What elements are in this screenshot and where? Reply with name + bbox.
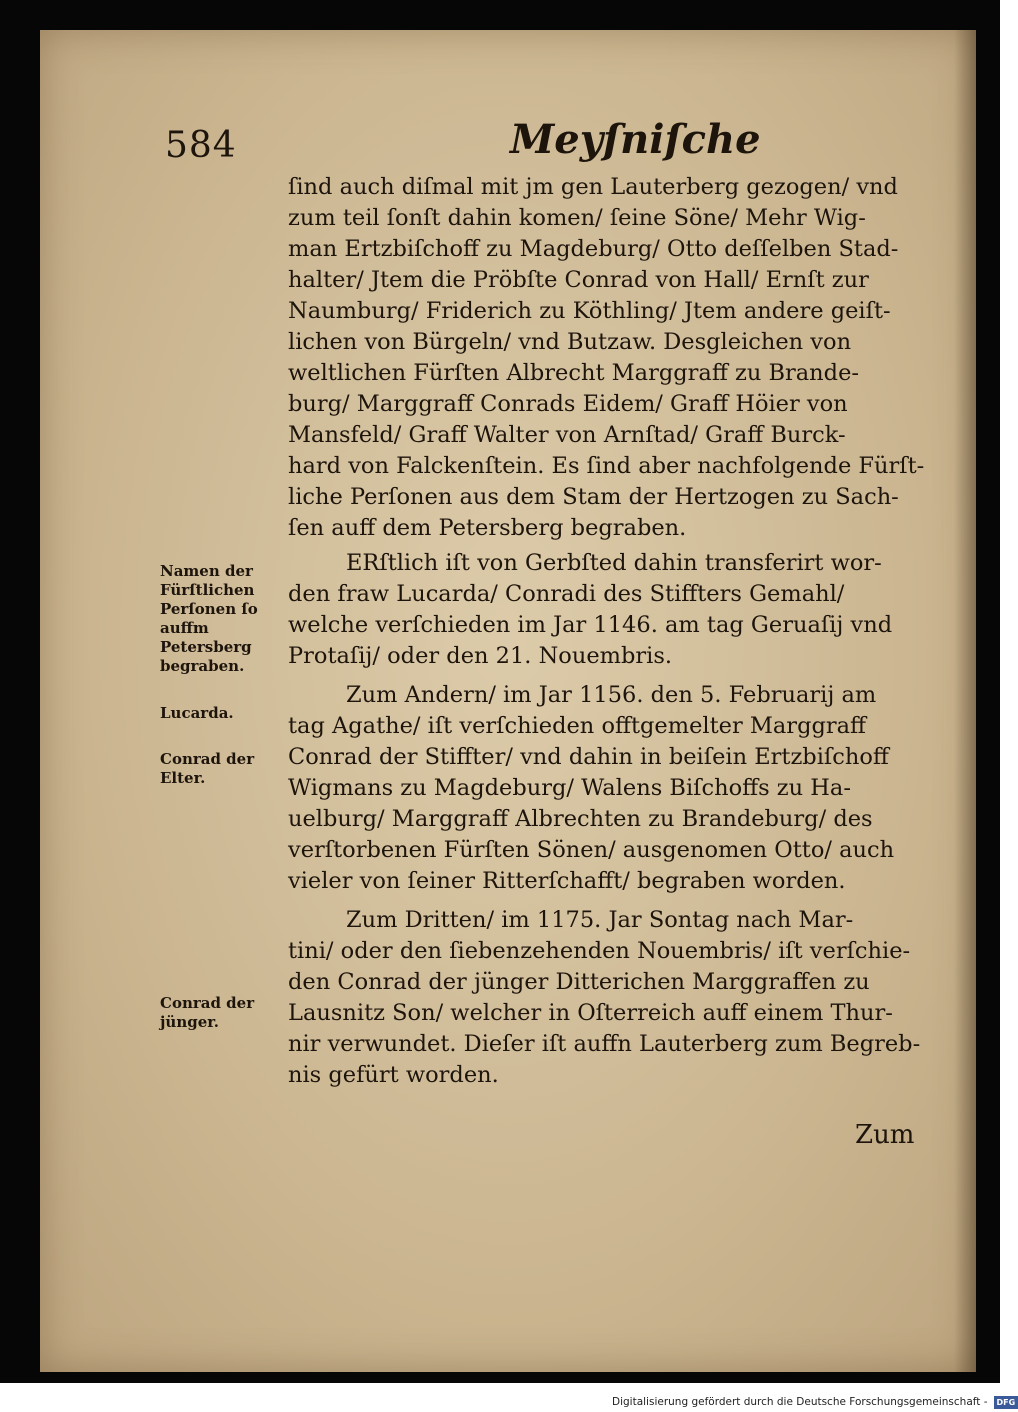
text-line: Wigmans zu Magdeburg/ Walens Biſchoffs zu Ha-	[288, 775, 851, 801]
text-line: Mansfeld/ Graff Walter von Arnſtad/ Graff Burck-	[288, 422, 846, 448]
text-line: burg/ Marggraff Conrads Eidem/ Graff Höier von	[288, 391, 848, 417]
page-number: 584	[165, 125, 237, 166]
text-line: hard von Falckenſtein. Es ſind aber nachfolgende Fürſt-	[288, 453, 925, 479]
body-text	[288, 172, 925, 1091]
text-line: uelburg/ Marggraff Albrechten zu Brandeburg/ des	[288, 806, 873, 832]
margin-note-conrad-elder: Conrad der Elter.	[160, 750, 255, 787]
footer-credit	[612, 1393, 1016, 1411]
text-line: tag Agathe/ iſt verſchieden offtgemelter Marggraff	[288, 713, 867, 739]
text-line: verſtorbenen Fürſten Sönen/ ausgenomen Otto/ auch	[288, 837, 895, 863]
text-line: Zum Dritten/ im 1175. Jar Sontag nach Mar-	[346, 907, 854, 933]
text-line: liche Perſonen aus dem Stam der Hertzogen zu Sach-	[288, 484, 899, 510]
margin-note-conrad-younger: Conrad der jünger.	[160, 994, 255, 1031]
text-line: nis gefürt worden.	[288, 1062, 499, 1088]
text-line: Protaſij/ oder den 21. Nouembris.	[288, 643, 673, 669]
text-line: vieler von ſeiner Ritterſchafft/ begraben worden.	[288, 868, 846, 894]
text-line: zum teil ſonſt dahin komen/ ſeine Söne/ Mehr Wig-	[288, 205, 866, 231]
text-line: halter/ Jtem die Pröbſte Conrad von Hall/ Ernſt zur	[288, 267, 869, 293]
text-line: nir verwundet. Dieſer iſt auffn Lauterberg zum Begreb-	[288, 1031, 921, 1057]
text-line: weltlichen Fürſten Albrecht Marggraff zu Brande-	[288, 360, 859, 386]
text-line: ſind auch diſmal mit jm gen Lauterberg gezogen/ vnd	[288, 174, 898, 200]
text-line: Zum Andern/ im Jar 1156. den 5. Februarij am	[346, 682, 877, 708]
text-line: Naumburg/ Friderich zu Köthling/ Jtem andere geiſt-	[288, 298, 891, 324]
page-edge-shadow	[954, 30, 976, 1372]
footer-text: Digitalisierung gefördert durch die Deutsche Forschungsgemeinschaft -	[612, 1396, 988, 1408]
text-line: tini/ oder den ſiebenzehenden Nouembris/ iſt verſchie-	[288, 938, 911, 964]
text-line: man Ertzbiſchoff zu Magdeburg/ Otto deſſelben Stad-	[288, 236, 899, 262]
text-line: welche verſchieden im Jar 1146. am tag Geruaſij vnd	[288, 612, 893, 638]
text-line: den fraw Lucarda/ Conradi des Stiffters Gemahl/	[288, 581, 845, 607]
text-line: ſen auff dem Petersberg begraben.	[288, 515, 687, 541]
running-head: Meyſniſche	[510, 116, 761, 163]
text-line: Conrad der Stiffter/ vnd dahin in beiſein Ertzbiſchoff	[288, 744, 889, 770]
text-line: lichen von Bürgeln/ vnd Butzaw. Desgleichen von	[288, 329, 852, 355]
margin-note-lucarda: Lucarda.	[160, 704, 234, 722]
text-line: Lausnitz Son/ welcher in Oſterreich auff einem Thur-	[288, 1000, 893, 1026]
catchword: Zum	[855, 1120, 915, 1150]
margin-note-names: Namen der Fürſtlichen Perſonen ſo auffm Petersberg begraben.	[160, 562, 258, 675]
dfg-logo: DFG	[994, 1396, 1018, 1409]
text-line: ERſtlich iſt von Gerbſted dahin transferirt wor-	[346, 550, 882, 576]
text-line: den Conrad der jünger Ditterichen Marggraffen zu	[288, 969, 870, 995]
